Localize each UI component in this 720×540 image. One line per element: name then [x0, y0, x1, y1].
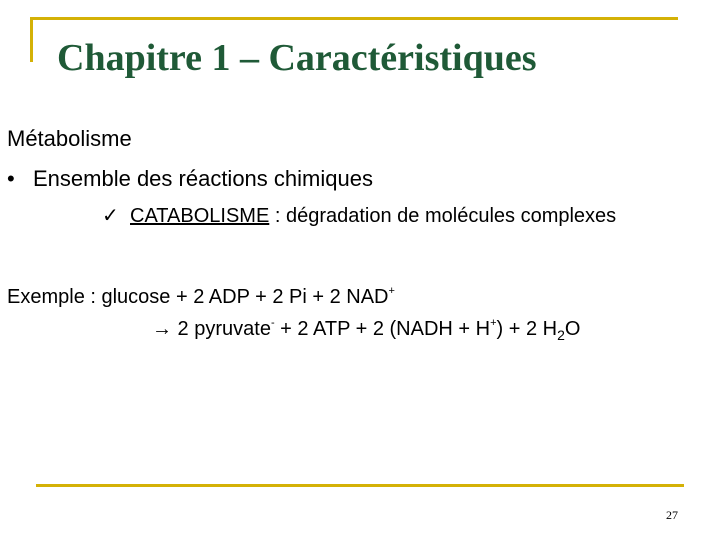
- example-line-1-text: Exemple : glucose + 2 ADP + 2 Pi + 2 NAD: [7, 286, 389, 308]
- top-decor-line: [30, 17, 678, 20]
- slide-title: Chapitre 1 – Caractéristiques: [57, 37, 537, 79]
- left-decor-line: [30, 17, 33, 62]
- sub-bullet-text: : dégradation de molécules complexes: [269, 205, 617, 227]
- bottom-decor-line: [36, 484, 684, 487]
- sub-bullet-item: [102, 204, 616, 228]
- example-line-2-part-3: ) + 2 H: [496, 318, 558, 340]
- bullet-text: Ensemble des réactions chimiques: [33, 166, 373, 191]
- bullet-item: [7, 166, 373, 192]
- example-line-2-part-1: → 2 pyruvate: [152, 318, 271, 340]
- catabolisme-term: CATABOLISME: [130, 205, 270, 227]
- check-icon: ✓: [102, 205, 119, 227]
- example-line-1: [7, 285, 395, 309]
- example-line-2-part-4: O: [564, 318, 581, 340]
- section-heading: Métabolisme: [7, 126, 132, 151]
- example-line-2-part-2: + 2 ATP + 2 (NADH + H: [274, 318, 491, 340]
- nad-charge-superscript: +: [388, 285, 395, 297]
- proton-charge-superscript: +: [490, 317, 497, 329]
- page-number: 27: [666, 508, 678, 522]
- bullet-marker: •: [7, 166, 15, 191]
- water-subscript: 2: [557, 327, 565, 343]
- example-line-2: [152, 317, 580, 344]
- pyruvate-charge-superscript: -: [270, 317, 275, 329]
